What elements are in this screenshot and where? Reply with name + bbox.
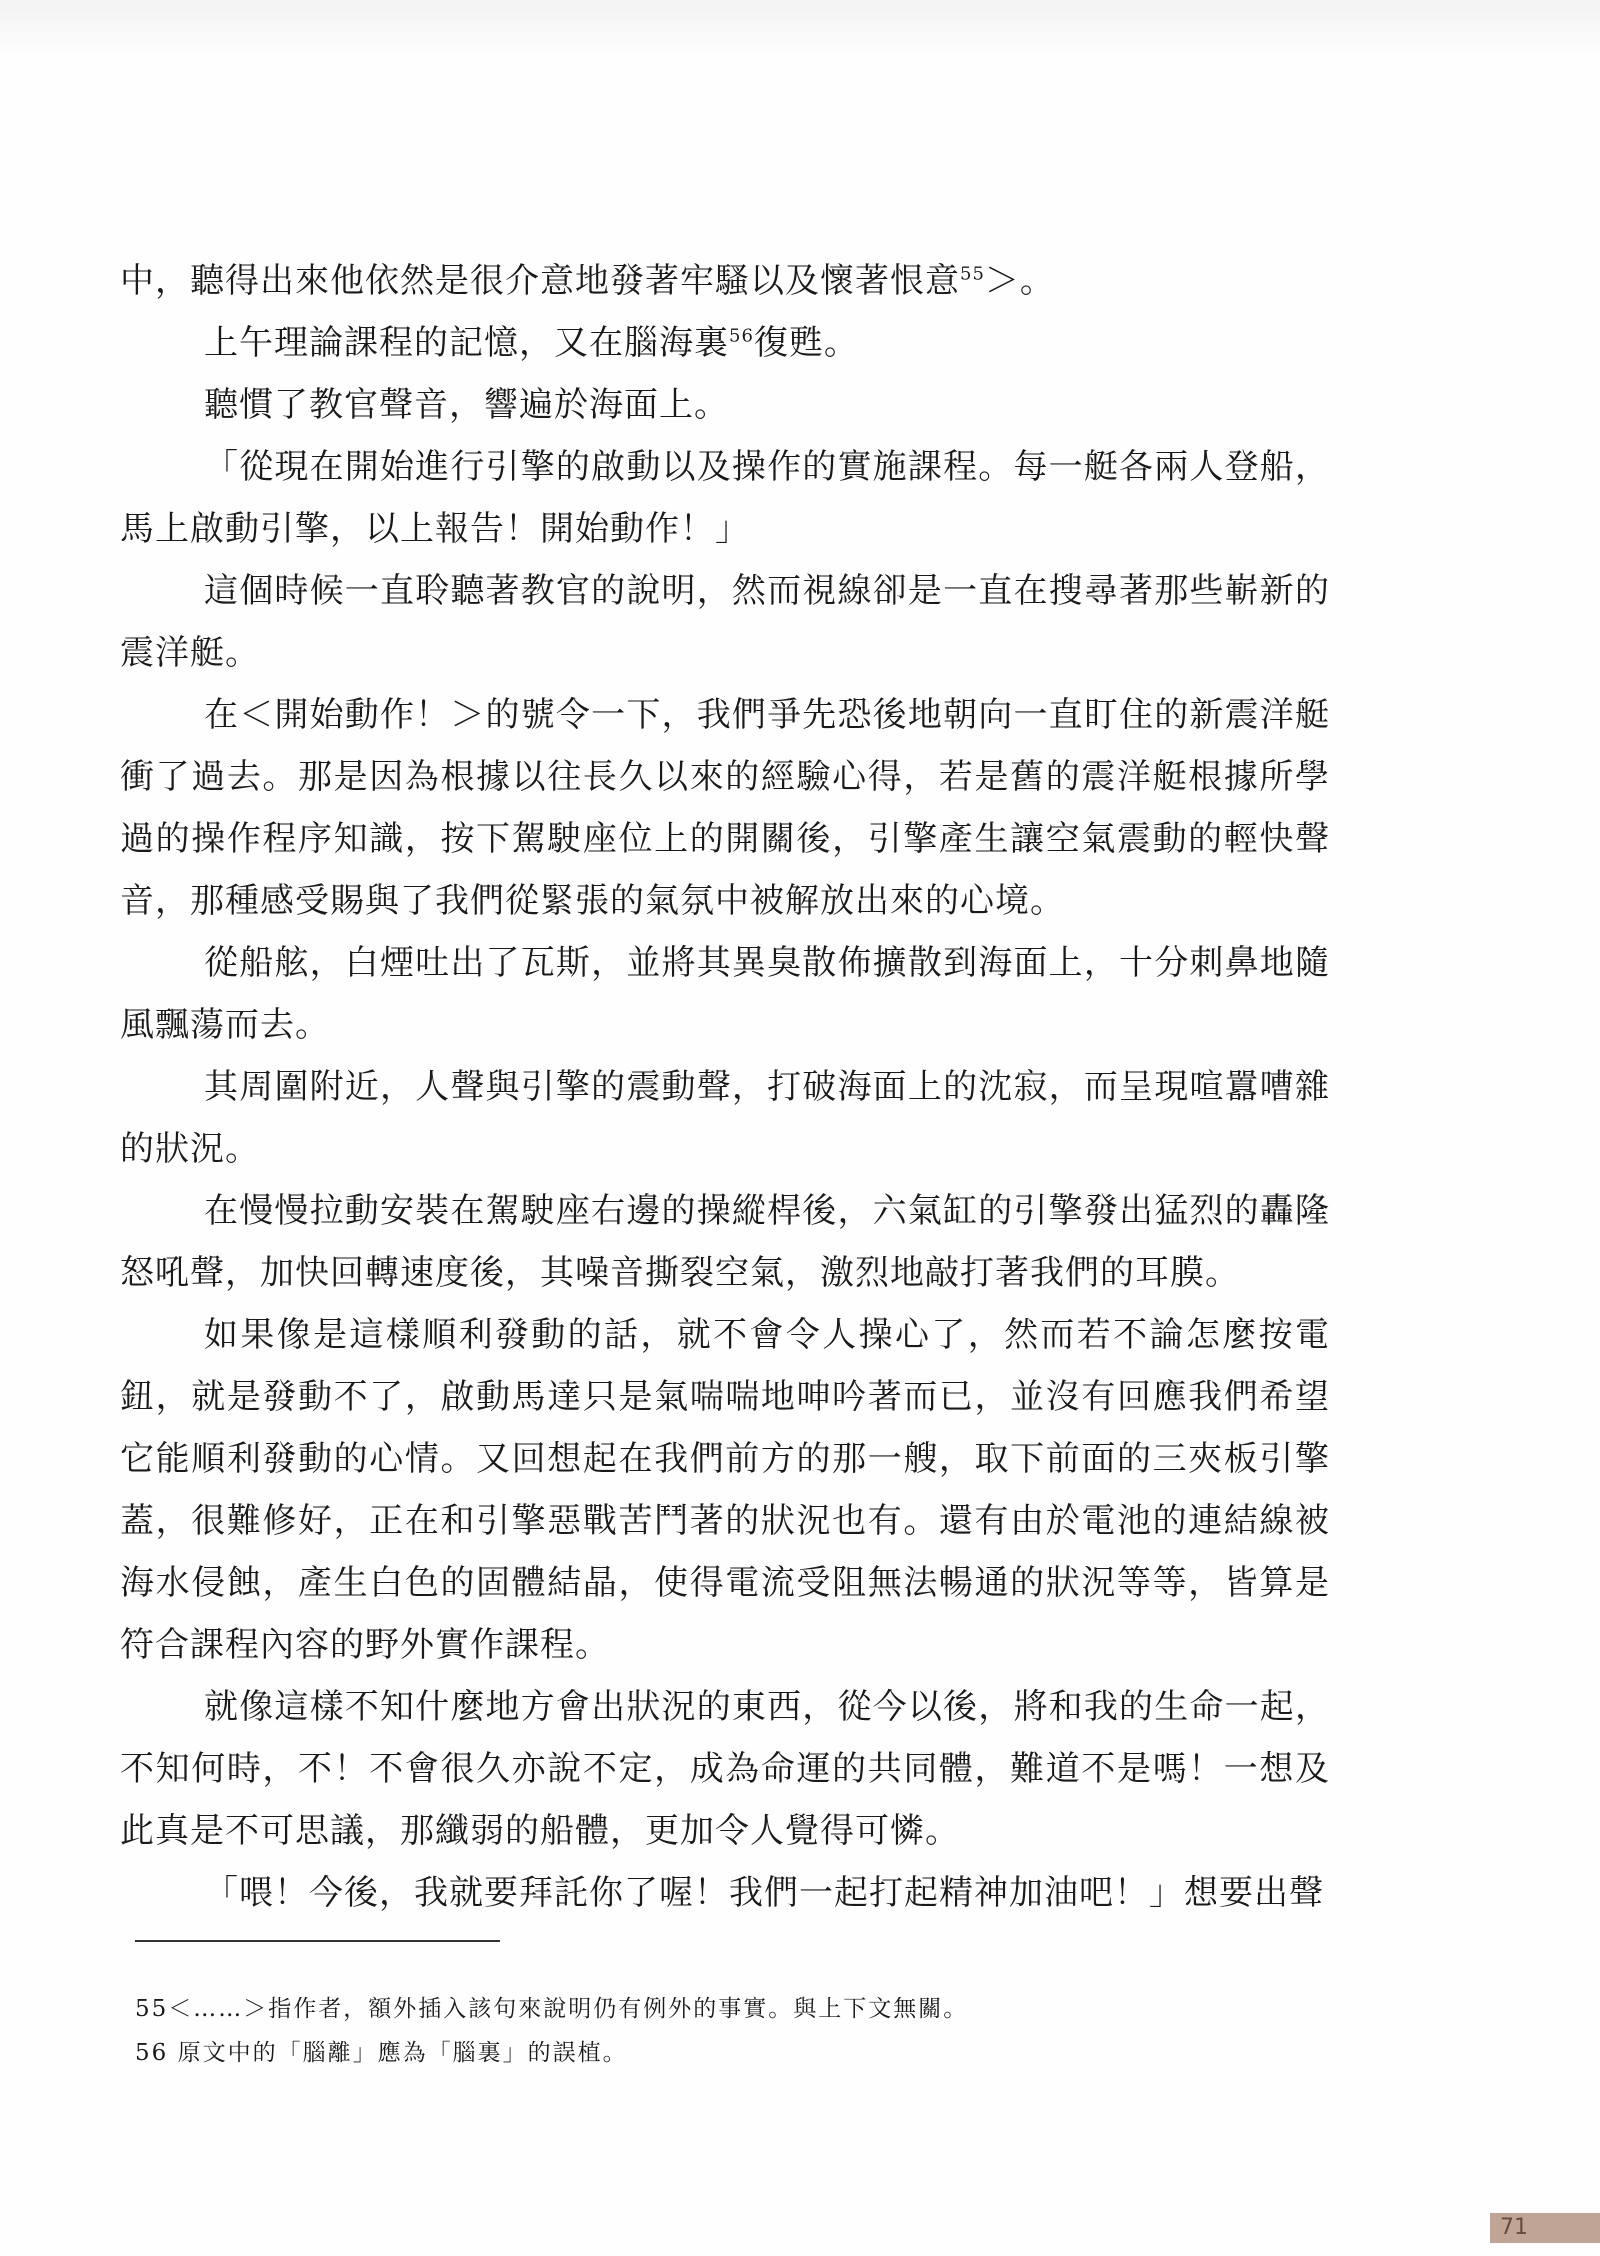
paragraph-1 (120, 250, 1330, 312)
footnote-55: 55＜……＞指作者，額外插入該句來說明仍有例外的事實。與上下文無關。 (135, 1996, 969, 2022)
footnote-ref-55: 55 (960, 263, 985, 285)
page-top-edge (0, 0, 1600, 60)
paragraph-2-text: 上午理論課程的記憶，又在腦海裏 (204, 323, 729, 363)
paragraph-7: 從船舷，白煙吐出了瓦斯，並將其異臭散佈擴散到海面上，十分刺鼻地隨風飄蕩而去。 (120, 943, 1330, 1045)
footnote-56: 56 原文中的「腦離」應為「腦裏」的誤植。 (135, 2040, 628, 2066)
paragraph-4: 「從現在開始進行引擎的啟動以及操作的實施課程。每一艇各兩人登船，馬上啟動引擎，以上報告！開始動作！」 (120, 447, 1330, 549)
paragraph-6: 在＜開始動作！＞的號令一下，我們爭先恐後地朝向一直盯住的新震洋艇衝了過去。那是因為根據以往長久以來的經驗心得，若是舊的震洋艇根據所學過的操作程序知識，按下駕駛座位上的開關後，引擎產生讓空氣震動的輕快聲音，那種感受賜與了我們從緊張的氣氛中被解放出來的心境。 (120, 695, 1330, 921)
paragraph-2 (120, 312, 1330, 374)
paragraph-12: 「喂！今後，我就要拜託你了喔！我們一起打起精神加油吧！」想要出聲 (204, 1873, 1324, 1913)
paragraph-2-tail: 復甦。 (753, 323, 859, 363)
footnote-divider (135, 1940, 500, 1942)
page-number: 71 (1490, 2213, 1600, 2243)
paragraph-5: 這個時候一直聆聽著教官的說明，然而視線卻是一直在搜尋著那些嶄新的震洋艇。 (120, 571, 1330, 673)
paragraph-10: 如果像是這樣順利發動的話，就不會令人操心了，然而若不論怎麼按電鈕，就是發動不了，啟動馬達只是氣喘喘地呻吟著而已，並沒有回應我們希望它能順利發動的心情。又回想起在我們前方的那一艘，取下前面的三夾板引擎蓋，很難修好，正在和引擎惡戰苦鬥著的狀況也有。還有由於電池的連結線被海水侵蝕，產生白色的固體結晶，使得電流受阻無法暢通的狀況等等，皆算是符合課程內容的野外實作課程。 (120, 1315, 1330, 1665)
footnotes (135, 1987, 1335, 2075)
paragraph-1-tail: ＞。 (984, 261, 1055, 301)
footnote-ref-56: 56 (729, 325, 754, 347)
paragraph-8: 其周圍附近，人聲與引擎的震動聲，打破海面上的沈寂，而呈現喧囂嘈雜的狀況。 (120, 1067, 1330, 1169)
paragraph-3: 聽慣了教官聲音，響遍於海面上。 (204, 385, 729, 425)
paragraph-1-text: 中，聽得出來他依然是很介意地發著牢騷以及懷著恨意 (120, 261, 960, 301)
body-text (120, 250, 1330, 1924)
paragraph-9: 在慢慢拉動安裝在駕駛座右邊的操縱桿後，六氣缸的引擎發出猛烈的轟隆怒吼聲，加快回轉速度後，其噪音撕裂空氣，激烈地敲打著我們的耳膜。 (120, 1191, 1330, 1293)
paragraph-11: 就像這樣不知什麼地方會出狀況的東西，從今以後，將和我的生命一起，不知何時，不！不會很久亦說不定，成為命運的共同體，難道不是嗎！一想及此真是不可思議，那纖弱的船體，更加令人覺得可憐。 (120, 1687, 1330, 1851)
